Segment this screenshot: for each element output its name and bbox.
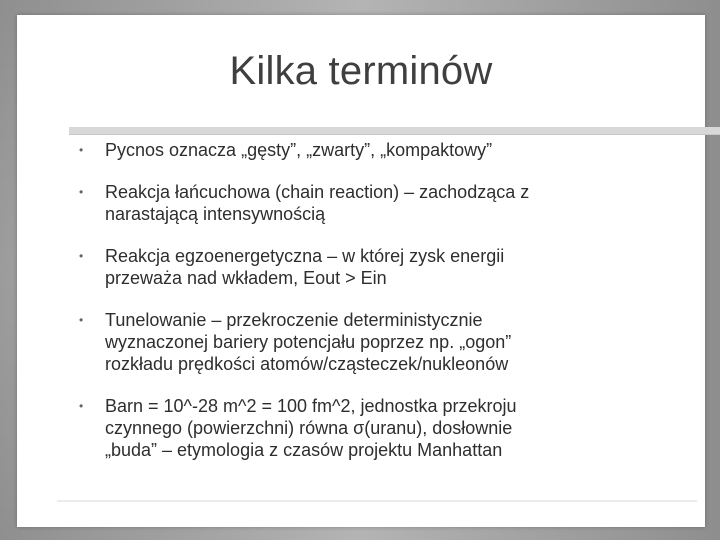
bullet-item bbox=[79, 139, 679, 161]
bullet-text: Tunelowanie – przekroczenie deterministycznie wyznaczonej bariery potencjału poprzez np. „ogon” rozkładu prędkości atomów/cząsteczek/nukleonów bbox=[105, 310, 512, 374]
bullet-list bbox=[79, 139, 679, 481]
slide-panel bbox=[17, 15, 705, 527]
bullet-text: Pycnos oznacza „gęsty”, „zwarty”, „kompaktowy” bbox=[105, 140, 493, 160]
bullet-icon: • bbox=[79, 249, 84, 263]
bullet-item bbox=[79, 245, 679, 289]
bullet-text: Reakcja łańcuchowa (chain reaction) – zachodząca z narastającą intensywnością bbox=[105, 182, 530, 224]
bullet-icon: • bbox=[79, 143, 84, 157]
bullet-text: Reakcja egzoenergetyczna – w której zysk energii przeważa nad wkładem, Eout > Ein bbox=[105, 246, 505, 288]
bullet-text: Barn = 10^-28 m^2 = 100 fm^2, jednostka przekroju czynnego (powierzchni) równa σ(uranu), dosłownie „buda” – etymologia z czasów projektu Manhattan bbox=[105, 396, 517, 460]
title-divider bbox=[69, 127, 720, 134]
bullet-item bbox=[79, 181, 679, 225]
bullet-item bbox=[79, 309, 679, 375]
slide-title: Kilka terminów bbox=[229, 49, 493, 93]
bullet-icon: • bbox=[79, 185, 84, 199]
bottom-divider bbox=[57, 500, 697, 502]
bullet-icon: • bbox=[79, 313, 84, 327]
bullet-icon: • bbox=[79, 399, 84, 413]
title-area bbox=[17, 15, 705, 128]
bullet-item bbox=[79, 395, 679, 461]
